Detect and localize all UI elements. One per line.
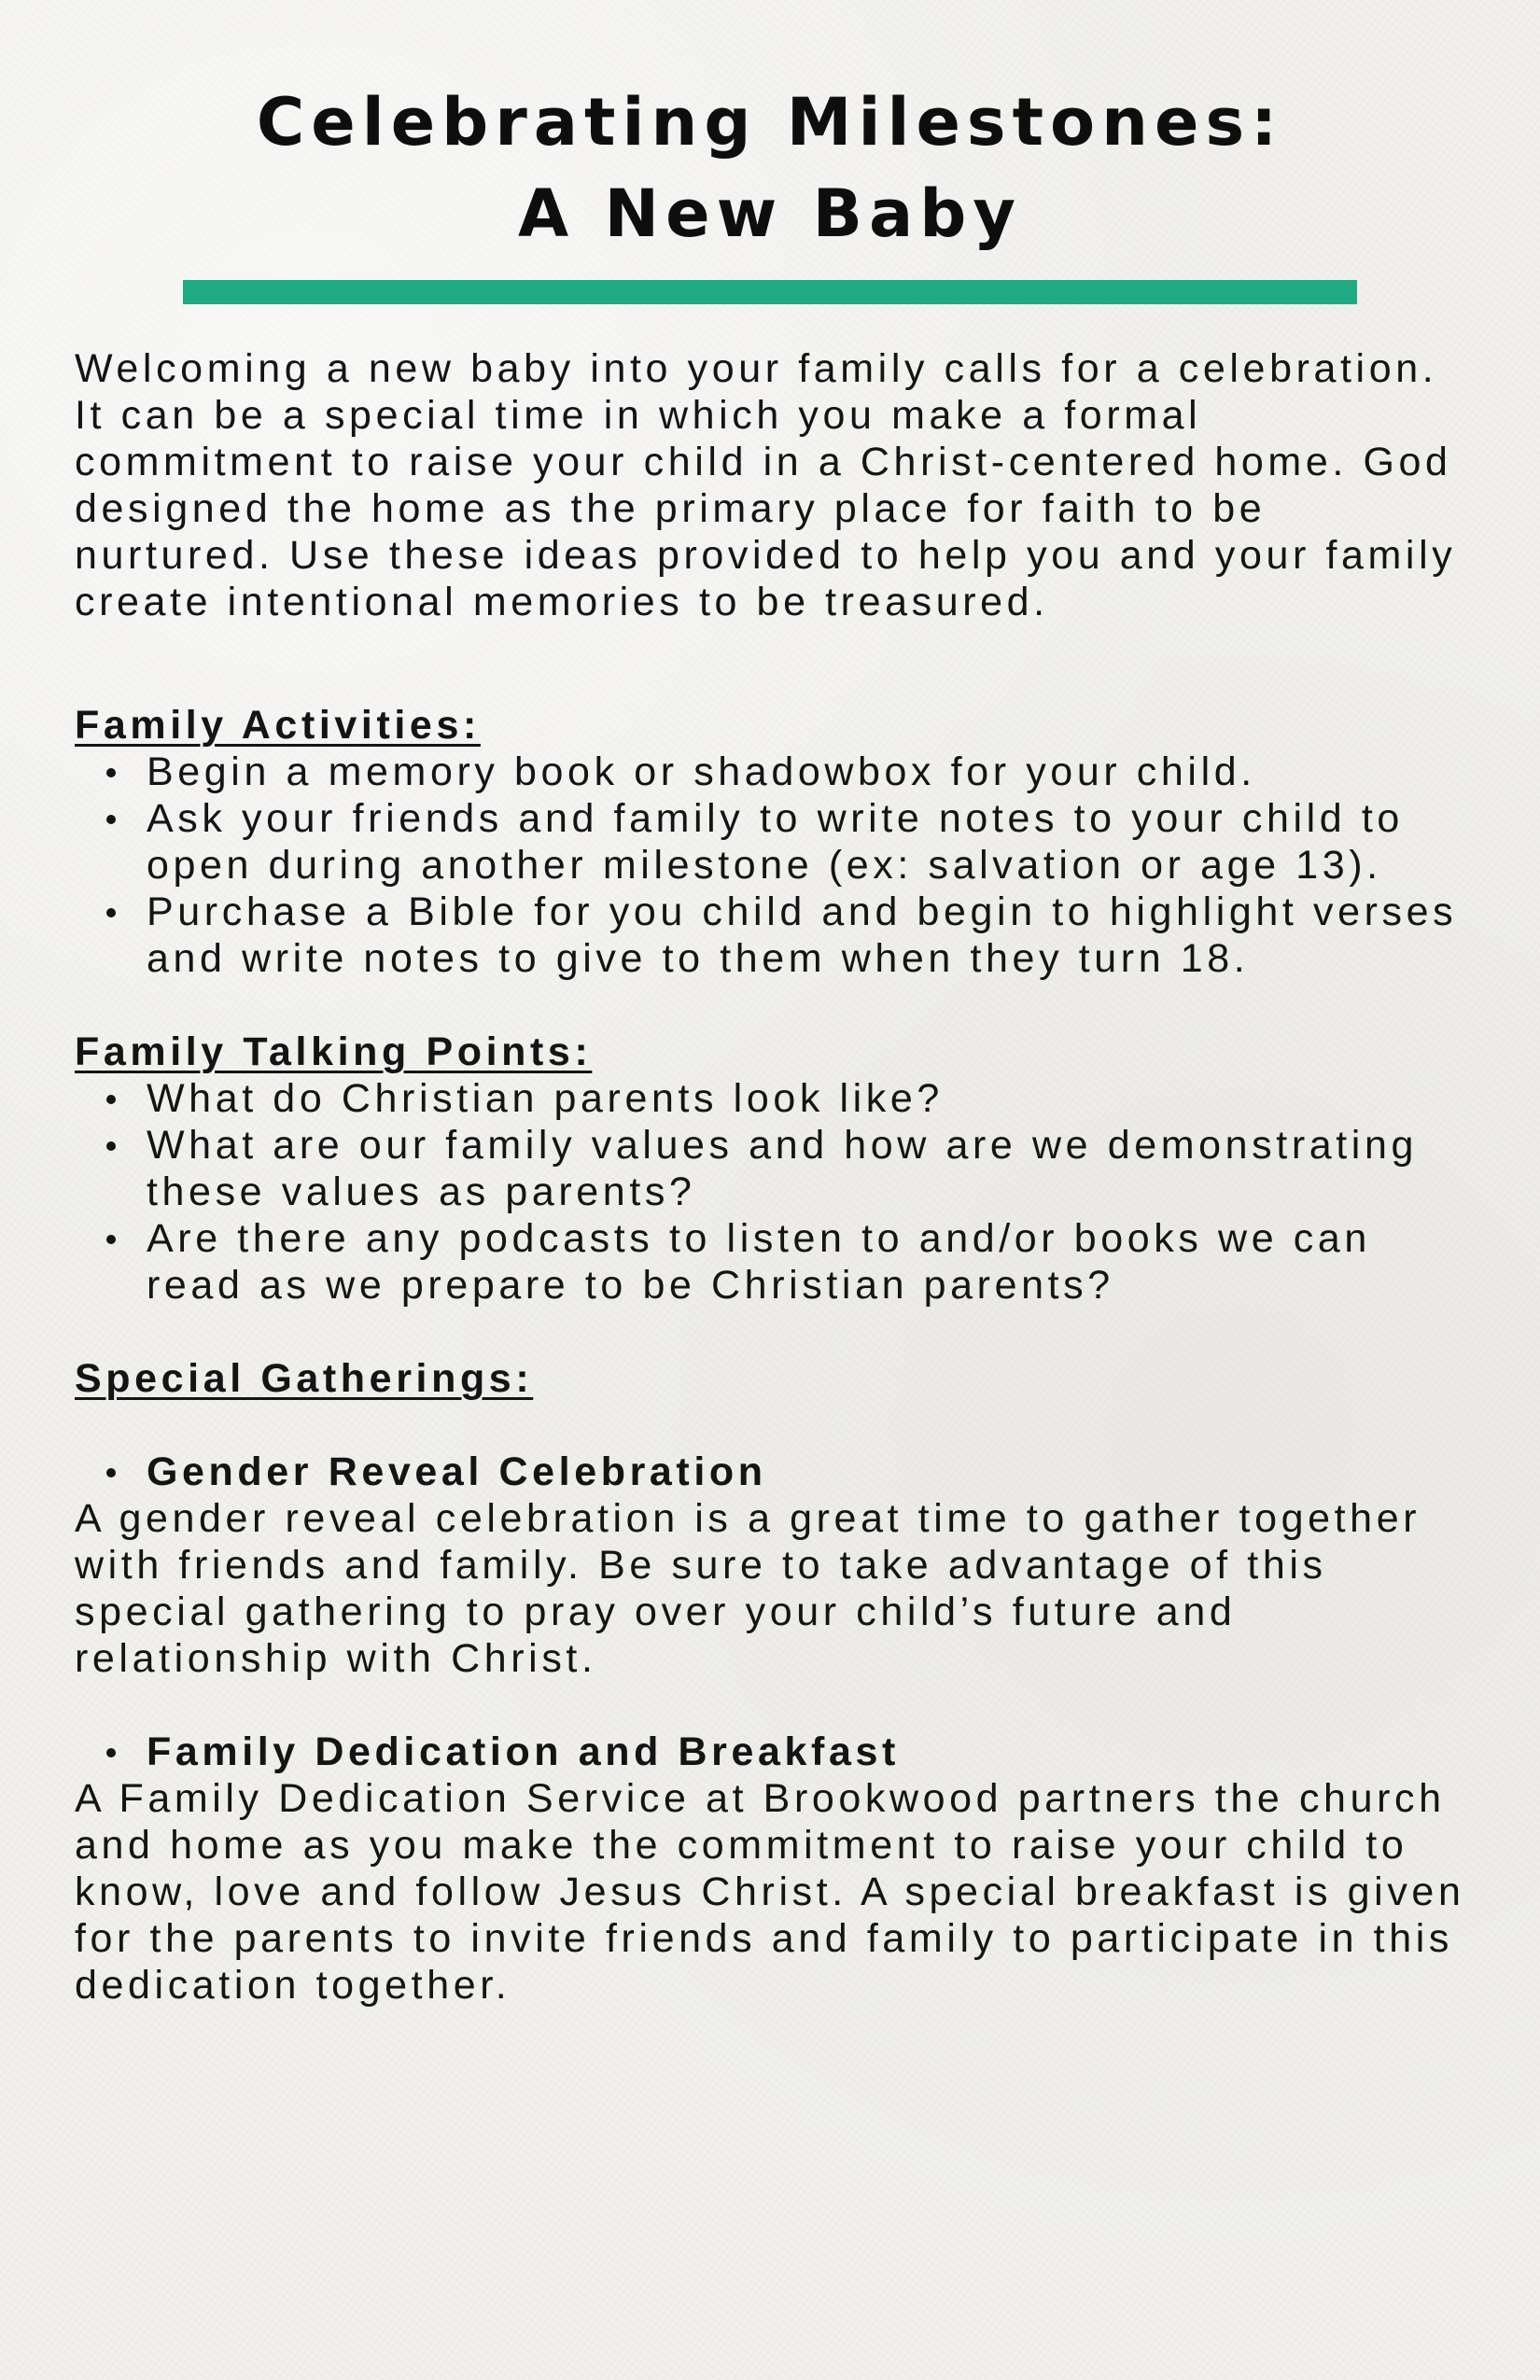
- list-item-text: Are there any podcasts to listen to and/or books we can read as we prepare to be Christian parents?: [147, 1216, 1371, 1308]
- gathering-title-text: Family Dedication and Breakfast: [147, 1729, 900, 1774]
- title-line-2: A New Baby: [518, 175, 1022, 252]
- gathering-gender-reveal: [75, 1449, 1475, 1682]
- bullet-icon: [106, 768, 116, 777]
- list-item-text: What do Christian parents look like?: [147, 1076, 944, 1121]
- special-gatherings-heading: Special Gatherings:: [75, 1356, 534, 1401]
- gathering-description: A Family Dedication Service at Brookwood partners the church and home as you make the commitment to raise your child to know, love and follow Jesus Christ. A special breakfast is given for the parents to invite friends and family to participate in this dedication together.: [75, 1776, 1465, 2008]
- gathering-title-text: Gender Reveal Celebration: [147, 1449, 767, 1494]
- list-item-text: Begin a memory book or shadowbox for your child.: [147, 749, 1256, 794]
- bullet-icon: [106, 815, 116, 824]
- list-item: [75, 795, 1475, 889]
- title-line-1: Celebrating Milestones:: [256, 84, 1284, 161]
- family-talking-points-list: [75, 1075, 1475, 1309]
- bullet-icon: [106, 1468, 116, 1477]
- list-item-text: Purchase a Bible for you child and begin to highlight verses and write notes to give to them when they turn 18.: [147, 889, 1458, 981]
- bullet-icon: [106, 1235, 116, 1244]
- family-activities-heading: Family Activities:: [75, 703, 481, 748]
- gathering-title: [75, 1729, 1475, 1775]
- gathering-description: A gender reveal celebration is a great time to gather together with friends and family. Be sure to take advantage of this special gathering to pray over your child’s future and relationship with Christ.: [75, 1496, 1421, 1681]
- bullet-icon: [106, 908, 116, 917]
- list-item-text: Ask your friends and family to write notes to your child to open during another milestone (ex: salvation or age 13).: [147, 796, 1404, 888]
- list-item: [75, 1215, 1475, 1309]
- gathering-family-dedication: [75, 1729, 1475, 2009]
- bullet-icon: [106, 1095, 116, 1104]
- document-body: [75, 345, 1475, 2009]
- list-item: [75, 749, 1475, 795]
- page-title: [0, 77, 1540, 259]
- bullet-icon: [106, 1141, 116, 1151]
- gathering-title: [75, 1449, 1475, 1495]
- list-item: [75, 1075, 1475, 1122]
- accent-divider: [183, 280, 1357, 304]
- family-activities-list: [75, 749, 1475, 982]
- list-item: [75, 1122, 1475, 1215]
- list-item-text: What are our family values and how are we demonstrating these values as parents?: [147, 1123, 1418, 1214]
- list-item: [75, 889, 1475, 982]
- intro-paragraph: Welcoming a new baby into your family calls for a celebration. It can be a special time in which you make a formal commitment to raise your child in a Christ-centered home. God designed the home as the primary place for faith to be nurtured. Use these ideas provided to help you and your family create intentional memories to be treasured.: [75, 346, 1457, 624]
- family-talking-points-heading: Family Talking Points:: [75, 1029, 593, 1074]
- bullet-icon: [106, 1748, 116, 1757]
